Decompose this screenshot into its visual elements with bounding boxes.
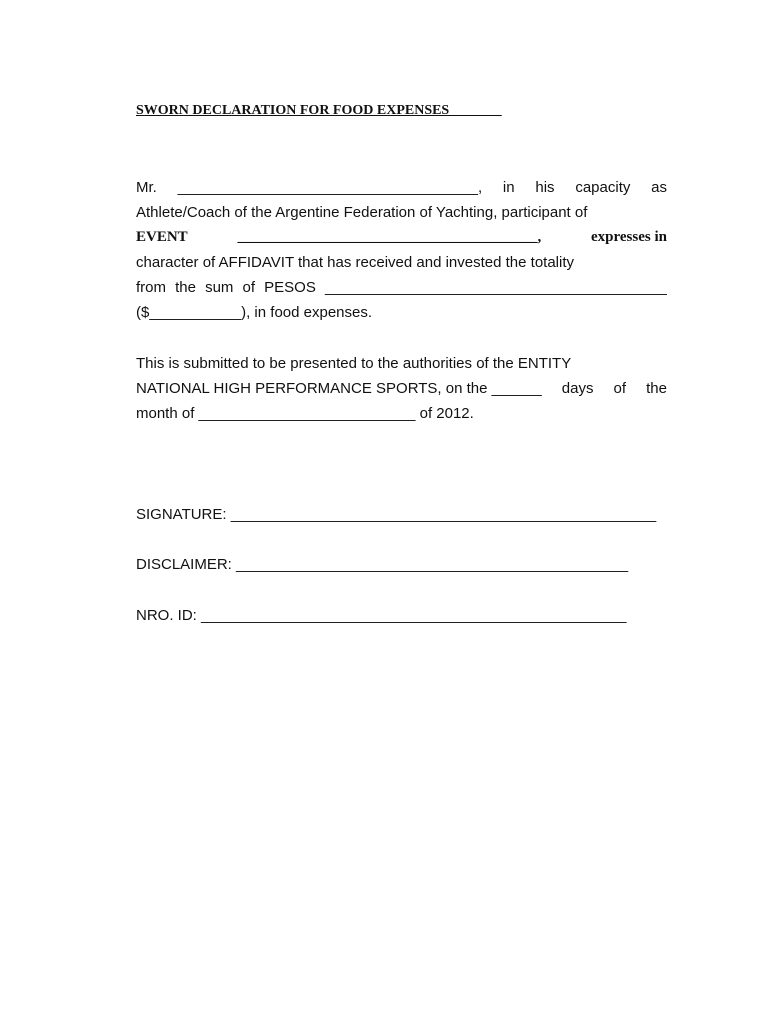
pesos-blank: _________________________________________ — [324, 279, 667, 296]
event-label: EVENT — [136, 229, 188, 245]
word-pesos: PESOS — [264, 279, 316, 296]
submission-line-2 — [136, 376, 667, 401]
declaration-paragraph — [136, 175, 667, 325]
declaration-line-2: Athlete/Coach of the Argentine Federation of Yachting, participant of — [136, 204, 588, 221]
signature-field: SIGNATURE: ___________________________________________________ — [136, 506, 657, 523]
declaration-line-4: character of AFFIDAVIT that has received and invested the totality — [136, 254, 575, 271]
submission-paragraph — [136, 351, 667, 426]
mr-label: Mr. — [136, 179, 157, 196]
disclaimer-field: DISCLAIMER: _______________________________________________ — [136, 556, 629, 573]
declaration-line-3 — [136, 225, 667, 250]
submission-line-3: month of __________________________ of 2012. — [136, 405, 474, 422]
declaration-line-6: ($___________), in food expenses. — [136, 304, 373, 321]
declaration-line-1 — [136, 175, 667, 200]
event-blank: ________________________________________, — [237, 229, 542, 245]
declaration-line-5 — [136, 275, 667, 300]
document-title: SWORN DECLARATION FOR FOOD EXPENSES — [136, 103, 502, 118]
word-the: the — [175, 279, 196, 296]
word-capacity: capacity — [575, 179, 631, 196]
submission-line-2-start: NATIONAL HIGH PERFORMANCE SPORTS, on the ______ — [136, 380, 542, 397]
word-his: his — [535, 179, 555, 196]
word-as: as — [651, 179, 667, 196]
word-from: from — [136, 279, 166, 296]
word-the: the — [646, 380, 667, 397]
word-of: of — [613, 380, 627, 397]
word-of: of — [242, 279, 256, 296]
name-blank: ____________________________________, — [177, 179, 483, 196]
expresses-in-text: expresses in — [591, 229, 667, 245]
submission-line-1: This is submitted to be presented to the authorities of the ENTITY — [136, 355, 572, 372]
word-days: days — [561, 380, 594, 397]
word-sum: sum — [205, 279, 234, 296]
word-in: in — [502, 179, 515, 196]
nro-id-field: NRO. ID: ___________________________________________________ — [136, 607, 627, 624]
